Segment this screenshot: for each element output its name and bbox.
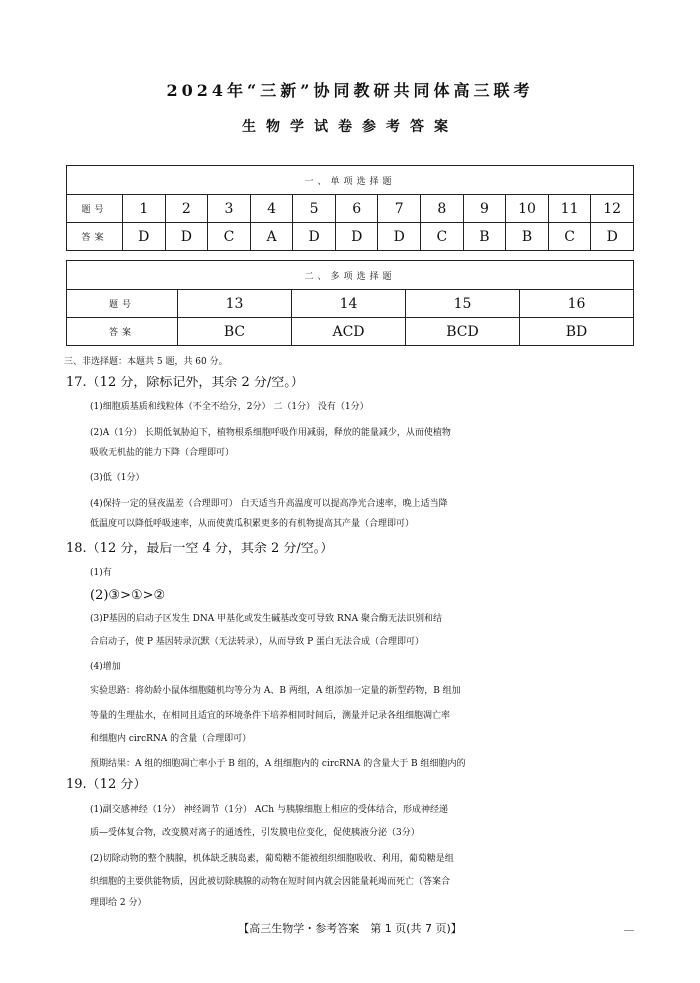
answer-line: (1)副交感神经（1分） 神经调节（1分） ACh 与胰腺细胞上相应的受体结合，形成神经递 <box>90 805 448 815</box>
answer-cell: BD <box>520 318 634 346</box>
row-label: 答案 <box>67 223 123 251</box>
answer-cell: ACD <box>292 318 406 346</box>
answer-line: 理即给 2 分） <box>90 898 147 908</box>
question-number: 14 <box>292 290 406 318</box>
question-number: 16 <box>520 290 634 318</box>
multiple-choice-table <box>66 260 634 346</box>
answer-line: (1)细胞质基质和线粒体（不全不给分，2分） 二（1分） 没有（1分） <box>90 402 369 412</box>
page-footer: 【高三生物学・参考答案 第 1 页(共 7 页)】 <box>238 922 462 935</box>
row-label: 题号 <box>67 290 178 318</box>
question-number: 11 <box>548 195 591 223</box>
answer-cell: BCD <box>406 318 520 346</box>
row-label: 答案 <box>67 318 178 346</box>
question-number-row <box>67 290 634 318</box>
divider <box>624 930 634 931</box>
answer-line: (4)保持一定的昼夜温差（合理即可） 白天适当升高温度可以提高净光合速率，晚上适当降 <box>90 499 448 509</box>
answer-cell: C <box>548 223 591 251</box>
section3-intro: 三、非选择题：本题共 5 题，共 60 分。 <box>64 357 228 367</box>
answer-cell: BC <box>178 318 292 346</box>
answer-cell: D <box>293 223 336 251</box>
answer-line: 和细胞内 circRNA 的含量（合理即可） <box>90 734 252 744</box>
question-number: 4 <box>250 195 293 223</box>
answer-cell: C <box>421 223 464 251</box>
question-number: 3 <box>208 195 251 223</box>
answer-row <box>67 318 634 346</box>
answer-line: 合启动子，使 P 基因转录沉默（无法转录），从而导致 P 蛋白无法合成（合理即可） <box>90 637 425 647</box>
answer-row <box>67 223 634 251</box>
question-number: 13 <box>178 290 292 318</box>
answer-line: 实验思路：将幼龄小鼠体细胞随机均等分为 A、B 两组，A 组添加一定量的新型药物，B 组加 <box>90 686 461 696</box>
answer-line: (3)P基因的启动子区发生 DNA 甲基化或发生碱基改变可导致 RNA 聚合酶无法识别和结 <box>90 614 442 624</box>
row-label: 题号 <box>67 195 123 223</box>
question-header: 17.（12 分，除标记外，其余 2 分/空。） <box>66 376 304 390</box>
section-header: 一、单项选择题 <box>67 166 634 195</box>
answer-line: 预期结果：A 组的细胞凋亡率小于 B 组的，A 组细胞内的 circRNA 的含量大于 B 组细胞内的 <box>90 759 466 769</box>
answer-cell: D <box>165 223 208 251</box>
answer-line: (1)有 <box>90 568 112 578</box>
answer-key-title: 生物学试卷参考答案 <box>242 119 458 135</box>
question-number: 2 <box>165 195 208 223</box>
single-choice-table <box>66 165 634 251</box>
question-number: 1 <box>123 195 166 223</box>
question-number: 15 <box>406 290 520 318</box>
answer-line: (3)低（1分） <box>90 473 145 483</box>
answer-line: 织细胞的主要供能物质，因此被切除胰腺的动物在短时间内就会因能量耗竭而死亡（答案合 <box>90 877 451 887</box>
question-header: 18.（12 分，最后一空 4 分，其余 2 分/空。） <box>66 542 334 556</box>
answer-line: 质—受体复合物，改变膜对离子的通透性，引发膜电位变化，促使胰液分泌（3分） <box>90 828 420 838</box>
answer-line: (4)增加 <box>90 662 121 672</box>
question-number: 6 <box>335 195 378 223</box>
answer-cell: A <box>250 223 293 251</box>
answer-cell: D <box>123 223 166 251</box>
question-header: 19.（12 分） <box>66 778 147 792</box>
answer-line: 吸收无机盐的能力下降（合理即可） <box>90 448 235 458</box>
exam-title: 2024年“三新”协同教研共同体高三联考 <box>166 81 534 100</box>
answer-line: 等量的生理盐水，在相同且适宜的环境条件下培养相同时间后，测量并记录各组细胞凋亡率 <box>90 711 451 721</box>
question-number: 9 <box>463 195 506 223</box>
answer-cell: C <box>208 223 251 251</box>
question-number: 7 <box>378 195 421 223</box>
answer-line: 低温度可以降低呼吸速率，从而使黄瓜积累更多的有机物提高其产量（合理即可） <box>90 519 415 529</box>
answer-cell: D <box>335 223 378 251</box>
answer-cell: D <box>591 223 634 251</box>
question-number: 5 <box>293 195 336 223</box>
question-number: 12 <box>591 195 634 223</box>
section-header: 二、多项选择题 <box>67 261 634 290</box>
answer-cell: B <box>506 223 549 251</box>
answer-line: (2)A（1分） 长期低氧胁迫下，植物根系细胞呼吸作用减弱，释放的能量减少，从而使植物 <box>90 428 451 438</box>
answer-line: (2)③>①>② <box>90 589 166 603</box>
question-number-row <box>67 195 634 223</box>
answer-cell: B <box>463 223 506 251</box>
question-number: 10 <box>506 195 549 223</box>
answer-cell: D <box>378 223 421 251</box>
question-number: 8 <box>421 195 464 223</box>
answer-line: (2)切除动物的整个胰腺，机体缺乏胰岛素，葡萄糖不能被组织细胞吸收、利用，葡萄糖是组 <box>90 854 454 864</box>
